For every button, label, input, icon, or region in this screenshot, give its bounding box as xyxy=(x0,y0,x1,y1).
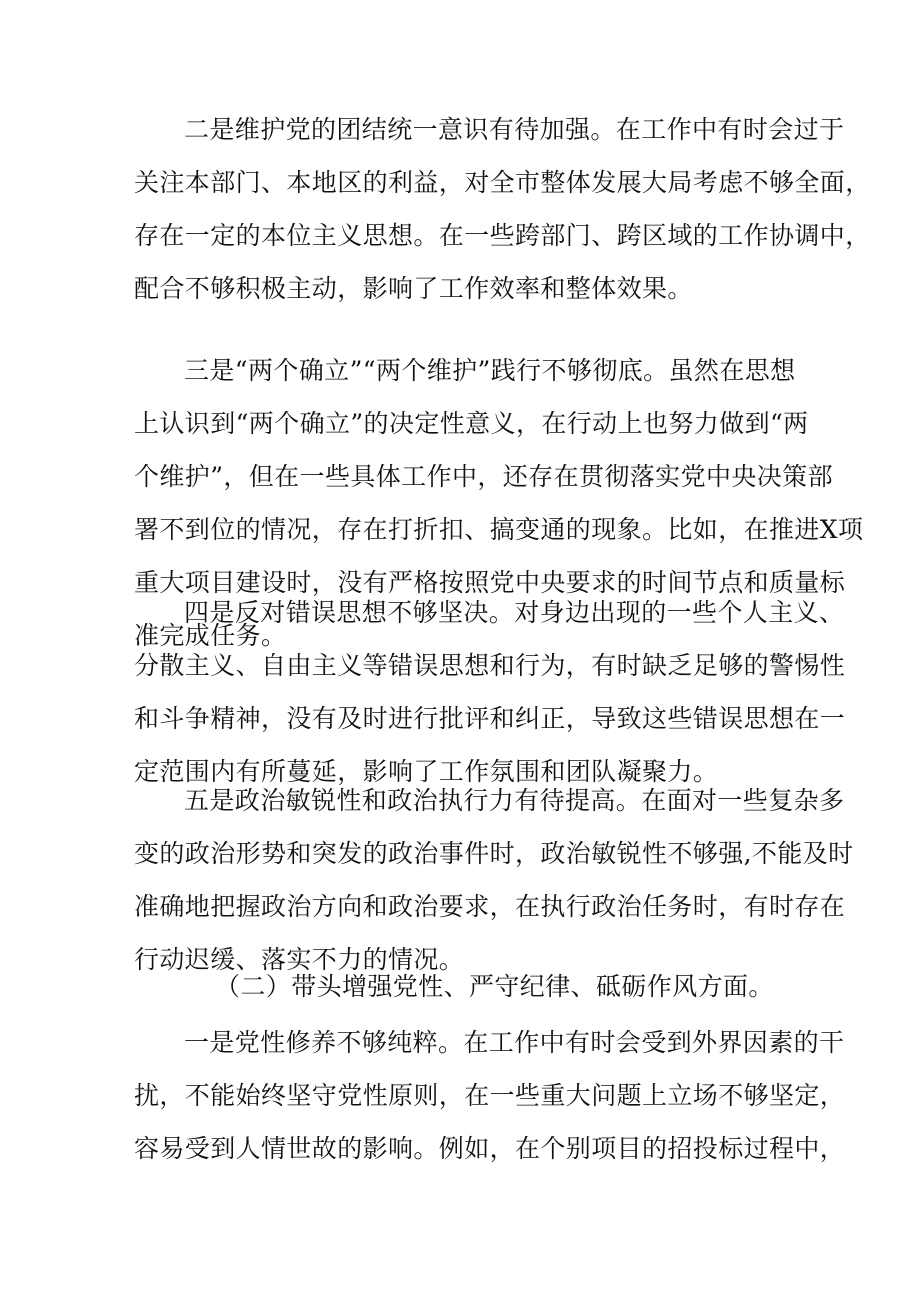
text-line: 二是维护党的团结统一意识有待加强。在工作中有时会过于 xyxy=(184,115,845,144)
text-line: 个维护”，但在一些具体工作中，还存在贯彻落实党中央决策部 xyxy=(134,462,833,491)
text-line: 三是“两个确立”“两个维护”践行不够彻底。虽然在思想 xyxy=(184,356,796,385)
text-line: 一是党性修养不够纯粹。在工作中有时会受到外界因素的干 xyxy=(184,1028,845,1057)
text-line: 存在一定的本位主义思想。在一些跨部门、跨区域的工作协调中， xyxy=(134,221,871,250)
text-line: 重大项目建设时，没有严格按照党中央要求的时间节点和质量标 xyxy=(134,568,846,597)
text-line: 定范围内有所蔓延，影响了工作氛围和团队凝聚力。 xyxy=(134,757,719,786)
paragraph-party-spirit xyxy=(134,1016,846,1175)
text-line: 四是反对错误思想不够坚决。对身边出现的一些个人主义、 xyxy=(184,598,845,627)
text-line: 配合不够积极主动，影响了工作效率和整体效果。 xyxy=(134,274,693,303)
text-line: 上认识到“两个确立”的决定性意义，在行动上也努力做到“两 xyxy=(134,409,809,438)
text-line: 扰，不能始终坚守党性原则，在一些重大问题上立场不够坚定， xyxy=(134,1081,846,1110)
paragraph-wrong-thinking xyxy=(134,586,846,798)
text-line: 行动迟缓、落实不力的情况。 xyxy=(134,945,465,974)
text-line: 五是政治敏锐性和政治执行力有待提高。在面对一些复杂多 xyxy=(184,786,845,815)
text-line: 准完成任务。 xyxy=(134,621,287,650)
text-line: 署不到位的情况，存在打折扣、搞变通的现象。比如，在推进X项 xyxy=(134,515,864,544)
text-line: 变的政治形势和突发的政治事件时，政治敏锐性不够强,不能及时 xyxy=(134,839,854,868)
paragraph-political-sensitivity xyxy=(134,774,854,986)
text-line: 和斗争精神，没有及时进行批评和纠正，导致这些错误思想在一 xyxy=(134,704,846,733)
text-line: 准确地把握政治方向和政治要求，在执行政治任务时，有时存在 xyxy=(134,892,846,921)
paragraph-unity-awareness xyxy=(134,103,871,315)
text-line: 分散主义、自由主义等错误思想和行为，有时缺乏足够的警惕性 xyxy=(134,651,846,680)
text-line: 容易受到人情世故的影响。例如，在个别项目的招投标过程中， xyxy=(134,1134,846,1163)
text-line: 关注本部门、本地区的利益，对全市整体发展大局考虑不够全面， xyxy=(134,168,871,197)
section-heading: （二）带头增强党性、严守纪律、砥砺作风方面。 xyxy=(215,972,774,1001)
